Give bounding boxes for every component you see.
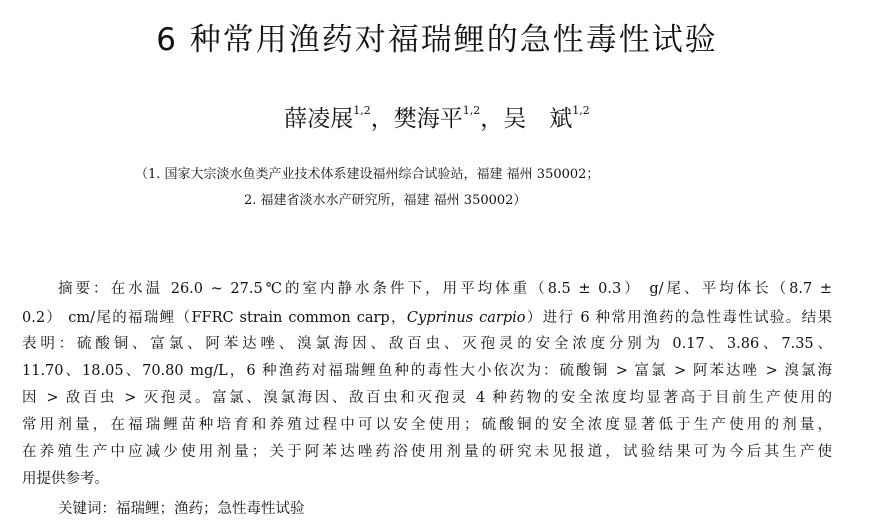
abstract-label: 摘要： (58, 281, 111, 297)
species-latin-name: Cyprinus carpio (406, 310, 526, 326)
author-name: 吴 斌 (503, 106, 573, 132)
abstract-line: 在养殖生产中应减少使用剂量；关于阿苯达唑药浴使用剂量的研究未见报道，试验结果可为今后其生产使 (22, 444, 832, 460)
abstract-text: 0.2） cm/尾的福瑞鲤（FFRC strain common carp， (22, 310, 407, 326)
abstract-text: ）进行 6 种常用渔药的急性毒性试验。结果 (525, 310, 832, 326)
paper-title: 6 种常用渔药对福瑞鲤的急性毒性试验 (156, 22, 718, 58)
keywords (58, 498, 305, 520)
affiliation-1: （1. 国家大宗淡水鱼类产业技术体系建设福州综合试验站，福建 福州 350002； (135, 167, 600, 182)
author-affiliation-mark: 1,2 (462, 104, 481, 117)
abstract-line: 11.70、18.05、70.80 mg/L，6 种渔药对福瑞鲤鱼种的毒性大小依次为：硫酸铜 > 富氯 > 阿苯达唑 > 溴氯海 (22, 363, 832, 379)
abstract-text: 在水温 26.0 ~ 27.5℃的室内静水条件下，用平均体重（8.5 ± 0.3） g/尾、平均体长（8.7 ± (110, 281, 833, 297)
affiliation-2: 2. 福建省淡水水产研究所，福建 福州 350002） (244, 193, 527, 208)
abstract-line (22, 307, 832, 329)
abstract-line: 因 > 敌百虫 > 灭孢灵。富氯、溴氯海因、敌百虫和灭孢灵 4 种药物的安全浓度均显著高于目前生产使用的 (22, 390, 832, 406)
author-line (0, 94, 874, 132)
author-affiliation-mark: 1,2 (572, 104, 590, 117)
abstract-line: 表明：硫酸铜、富氯、阿苯达唑、溴氯海因、敌百虫、灭孢灵的安全浓度分别为 0.17、3.86、7.35、 (22, 336, 832, 352)
abstract-line: 用提供参考。 (22, 471, 109, 487)
author-name: 薛凌展 (284, 106, 354, 132)
author-affiliation-mark: 1,2 (353, 104, 371, 117)
author-separator: ， (480, 106, 504, 132)
keywords-label: 关键词： (58, 501, 116, 517)
abstract-line (58, 278, 832, 300)
author-name: 樊海平 (393, 106, 463, 132)
keywords-text: 福瑞鲤；渔药；急性毒性试验 (116, 501, 305, 517)
abstract-line: 常用剂量，在福瑞鲤苗种培育和养殖过程中可以安全使用；硫酸铜的安全浓度显著低于生产使用的剂量， (22, 417, 832, 433)
author-separator: ， (370, 106, 394, 132)
